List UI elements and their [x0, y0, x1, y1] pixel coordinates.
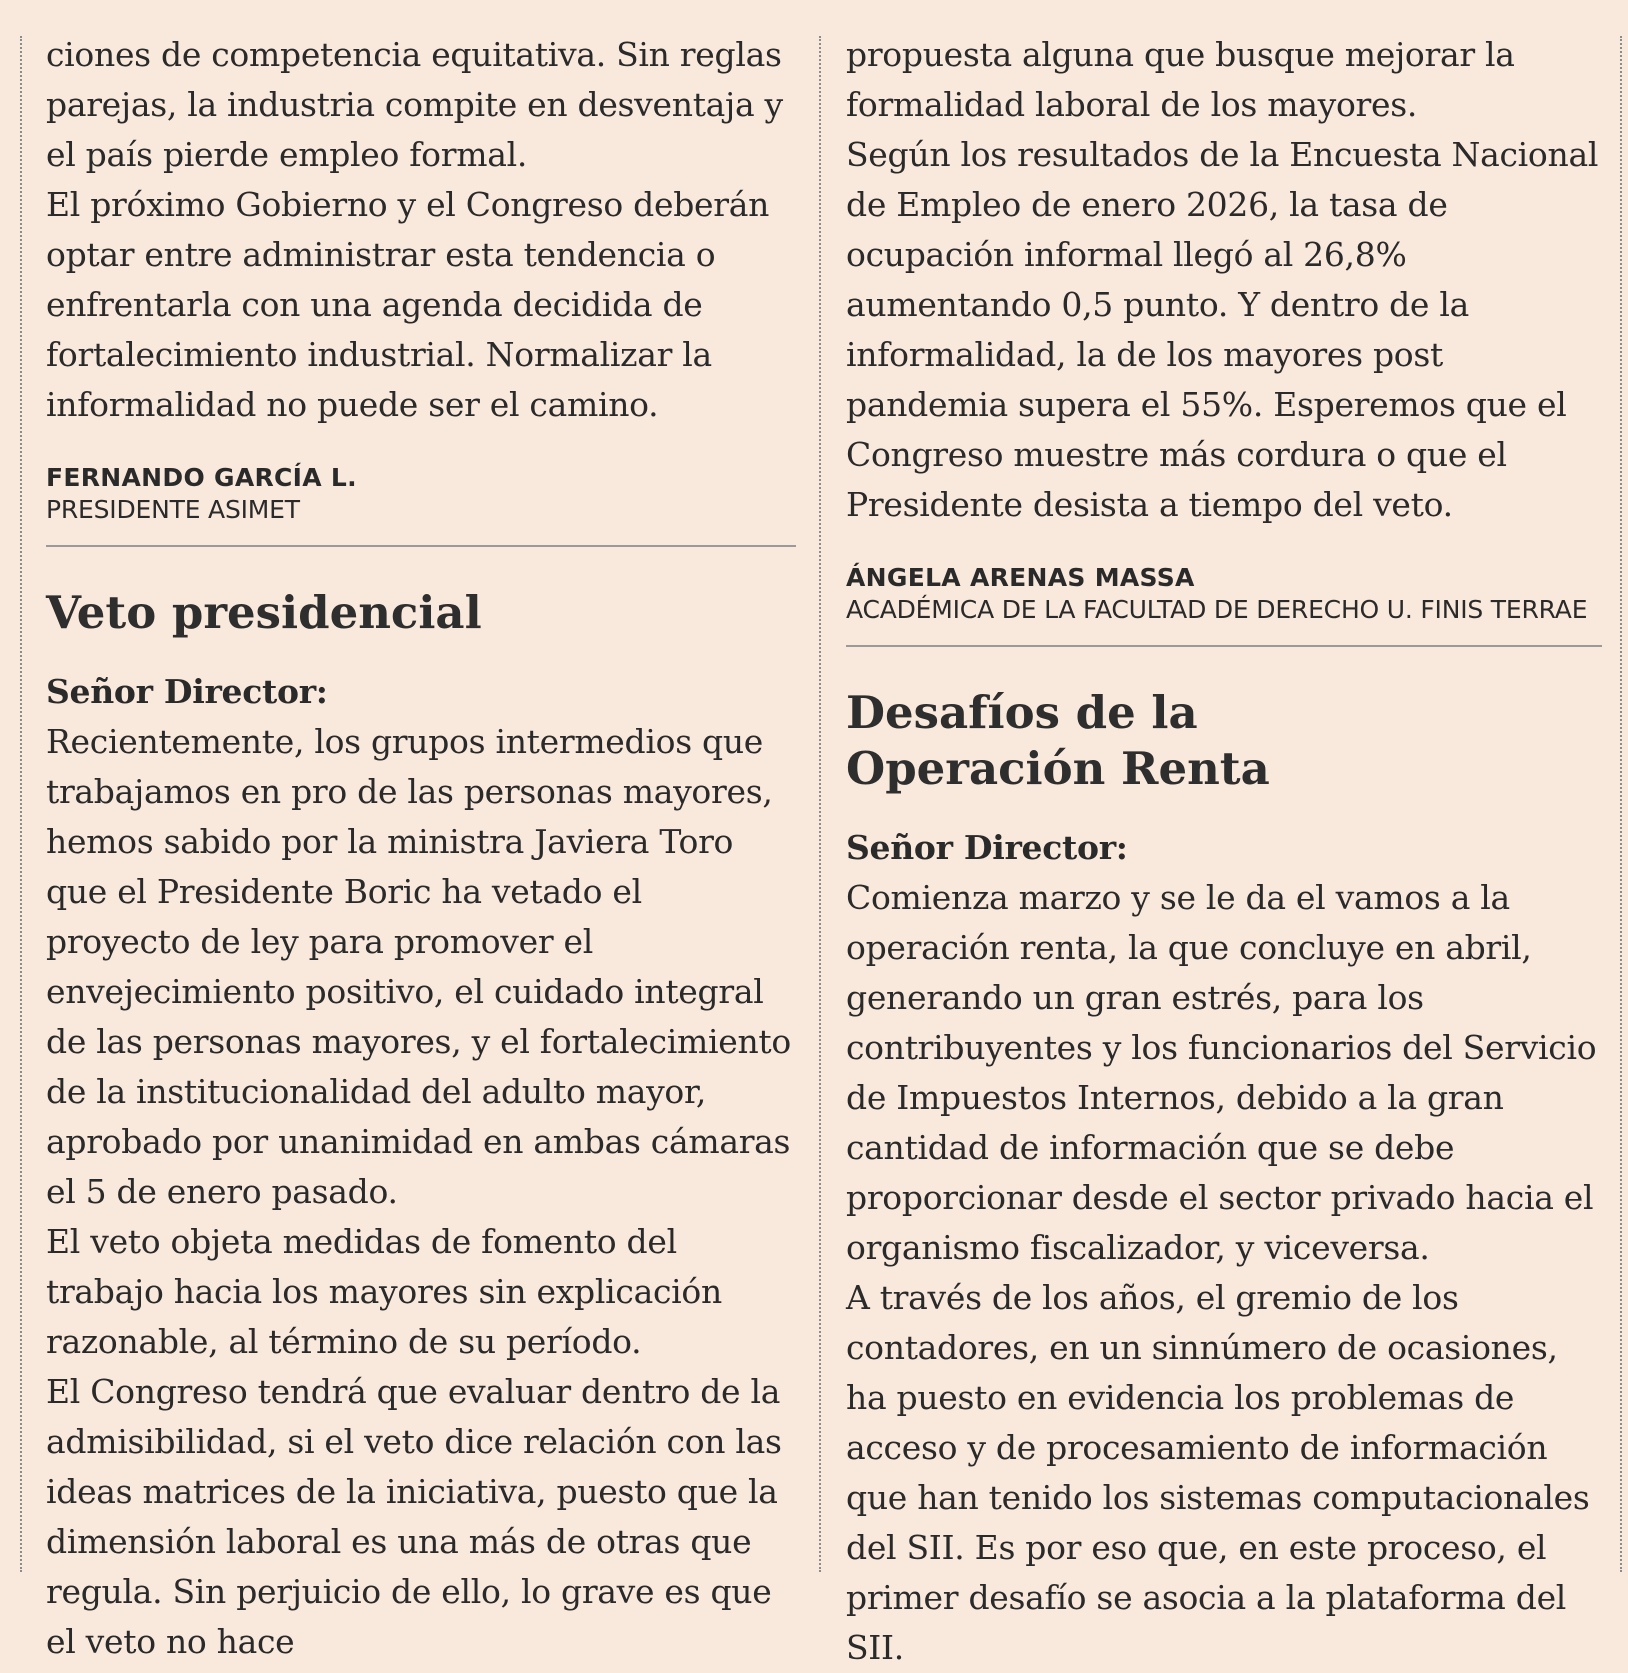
signature-name: ÁNGELA ARENAS MASSA [846, 563, 1195, 592]
right-column [846, 30, 1602, 1673]
letter-paragraph: El Congreso tendrá que evaluar dentro de la admisibilidad, si el veto dice relación con las ideas matrices de la iniciativa, puesto que la dimensión laboral es una más de otras que regula. Sin perjuicio de ello, lo grave es que el veto no hace [46, 1372, 782, 1661]
signature-role: ACADÉMICA DE LA FACULTAD DE DERECHO U. FINIS TERRAE [846, 595, 1588, 624]
column-divider-right [1620, 36, 1622, 1572]
carryover-paragraph: propuesta alguna que busque mejorar la formalidad laboral de los mayores. [846, 35, 1515, 124]
salutation: Señor Director: [846, 828, 1128, 867]
letter-title: Veto presidencial [46, 586, 482, 639]
letter-title [846, 685, 1602, 797]
letter-paragraph: El veto objeta medidas de fomento del trabajo hacia los mayores sin explicación razonable, al término de su período. [46, 1222, 722, 1361]
letter-paragraph: Comienza marzo y se le da el vamos a la operación renta, la que concluye en abril, generando un gran estrés, para los contribuyentes y los funcionarios del Servicio de Impuestos Internos, debido a la gran cantidad de información que se debe proporcionar desde el sector privado hacia el organismo fiscalizador, y viceversa. [846, 878, 1597, 1267]
carryover-paragraph: El próximo Gobierno y el Congreso deberán optar entre administrar esta tendencia o enfrentarla con una agenda decidida de fortalecimiento industrial. Normalizar la informalidad no puede ser el camino. [46, 185, 770, 424]
salutation: Señor Director: [46, 672, 328, 711]
letter-title-line-2: Operación Renta [846, 742, 1270, 795]
carryover-paragraph: Según los resultados de la Encuesta Nacional de Empleo de enero 2026, la tasa de ocupación informal llegó al 26,8% aumentando 0,5 punto. Y dentro de la informalidad, la de los mayores post pandemia supera el 55%. Esperemos que el Congreso muestre más cordura o que el Presidente desista a tiempo del veto. [846, 135, 1599, 524]
carryover-paragraph: ciones de competencia equitativa. Sin reglas parejas, la industria compite en desventaja y el país pierde empleo formal. [46, 35, 783, 174]
column-divider-middle [819, 36, 821, 1572]
letter-title-line-1: Desafíos de la [846, 686, 1198, 739]
left-column [46, 30, 796, 1667]
letter-paragraph: Recientemente, los grupos intermedios que trabajamos en pro de las personas mayores, hemos sabido por la ministra Javiera Toro que el Presidente Boric ha vetado el proyecto de ley para promover el envejecimiento positivo, el cuidado integral de las personas mayores, y el fortalecimiento de la institucionalidad del adulto mayor, aprobado por unanimidad en ambas cámaras el 5 de enero pasado. [46, 722, 791, 1211]
column-divider-left [20, 36, 22, 1572]
letter-paragraph: A través de los años, el gremio de los contadores, en un sinnúmero de ocasiones, ha puesto en evidencia los problemas de acceso y de procesamiento de información que han tenido los sistemas computacionales del SII. Es por eso que, en este proceso, el primer desafío se asocia a la plataforma del SII. [846, 1278, 1590, 1667]
signature-role: PRESIDENTE ASIMET [46, 495, 300, 524]
signature-name: FERNANDO GARCÍA L. [46, 463, 357, 492]
